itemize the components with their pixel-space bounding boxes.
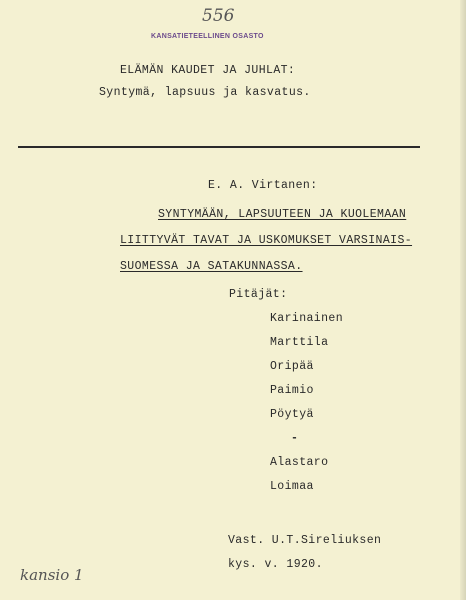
title-line-2: LIITTYVÄT TAVAT JA USKOMUKSET VARSINAIS- [120, 234, 413, 247]
parish-item: Loimaa [270, 480, 314, 493]
parish-item: Alastaro [270, 456, 329, 469]
margin-note-handwritten: kansio 1 [20, 566, 84, 584]
footer-line-1: Vast. U.T.Sireliuksen [228, 534, 382, 547]
header-line-1: ELÄMÄN KAUDET JA JUHLAT: [120, 64, 296, 77]
parish-item: Marttila [270, 336, 329, 349]
parish-item: Oripää [270, 360, 314, 373]
parish-item: Karinainen [270, 312, 344, 325]
author-name: E. A. Virtanen: [208, 179, 318, 192]
footer-line-2: kys. v. 1920. [228, 558, 323, 571]
title-line-3: SUOMESSA JA SATAKUNNASSA. [120, 260, 303, 273]
parishes-label: Pitäjät: [229, 288, 288, 301]
parish-item: Pöytyä [270, 408, 314, 421]
horizontal-divider [18, 146, 420, 148]
header-line-2: Syntymä, lapsuus ja kasvatus. [99, 86, 311, 99]
handwritten-number: 556 [202, 6, 235, 26]
parish-dash: - [291, 432, 299, 445]
parish-item: Paimio [270, 384, 314, 397]
title-line-1: SYNTYMÄÄN, LAPSUUTEEN JA KUOLEMAAN [158, 208, 407, 221]
archive-stamp: KANSATIETEELLINEN OSASTO [151, 33, 264, 40]
